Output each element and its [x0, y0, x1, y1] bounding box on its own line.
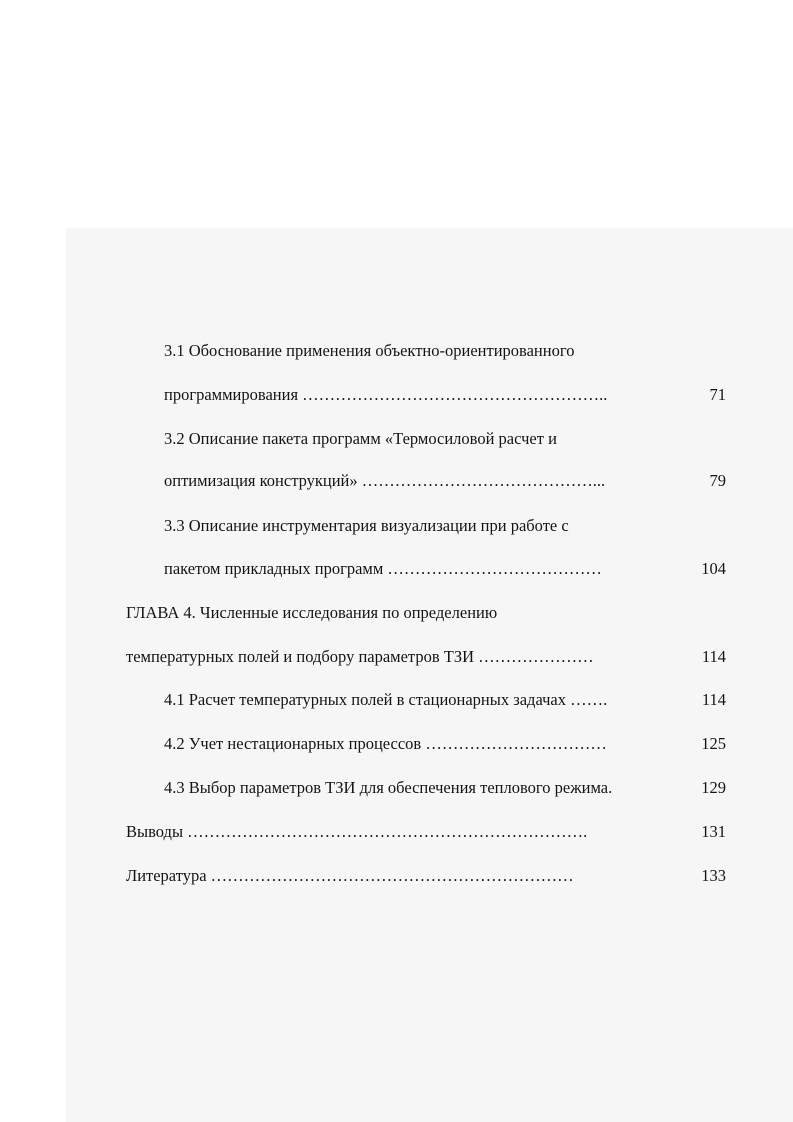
- toc-entry-chapter-4-line2: температурных полей и подбору параметров ТЗИ …………………: [126, 647, 594, 666]
- toc-entry-literature-page: 133: [701, 866, 726, 885]
- toc-entry-4-2: 4.2 Учет нестационарных процессов ……………………………: [164, 734, 607, 753]
- toc-entry-3-2-line2: оптимизация конструкций» ……………………………………...: [164, 471, 606, 490]
- toc-entry-3-1-line2: программирования ………………………………………………..: [164, 385, 608, 404]
- toc-entry-4-3: 4.3 Выбор параметров ТЗИ для обеспечения теплового режима.: [164, 778, 613, 797]
- toc-entry-4-1: 4.1 Расчет температурных полей в стационарных задачах …….: [164, 690, 608, 709]
- toc-entry-chapter-4-line1: ГЛАВА 4. Численные исследования по определению: [126, 603, 498, 622]
- toc-entry-3-3-line2: пакетом прикладных программ …………………………………: [164, 559, 602, 578]
- toc-entry-3-1-page: 71: [709, 385, 726, 404]
- toc-entry-3-3-line1: 3.3 Описание инструментария визуализации при работе с: [164, 516, 569, 535]
- toc-entry-3-3-page: 104: [701, 559, 726, 578]
- toc-entry-4-3-page: 129: [701, 778, 726, 797]
- toc-entry-4-2-page: 125: [701, 734, 726, 753]
- toc-entry-4-1-page: 114: [701, 690, 726, 709]
- toc-entry-conclusions: Выводы ……………………………………………………………….: [126, 822, 588, 841]
- toc-entry-3-2-page: 79: [709, 471, 726, 490]
- toc-entry-chapter-4-page: 114: [701, 647, 726, 666]
- toc-entry-conclusions-page: 131: [701, 822, 726, 841]
- toc-entry-literature: Литература …………………………………………………………: [126, 866, 574, 885]
- toc-entry-3-1-line1: 3.1 Обоснование применения объектно-ориентированного: [164, 341, 575, 360]
- toc-entry-3-2-line1: 3.2 Описание пакета программ «Термосиловой расчет и: [164, 429, 557, 448]
